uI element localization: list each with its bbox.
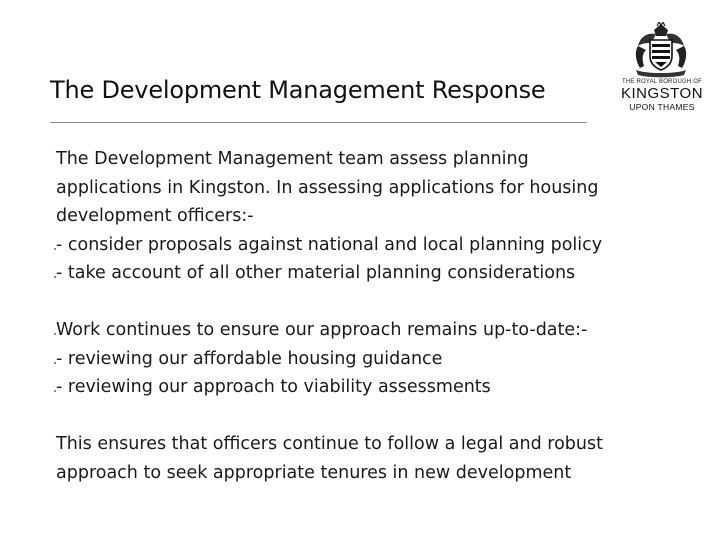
paragraph [56,145,696,288]
bullet-item [56,373,696,402]
bullet-item [56,259,696,288]
bullet-dot-icon [54,362,56,364]
bullet-item [56,345,696,374]
bullet-dot-icon [54,276,56,278]
bullet-item [56,231,696,260]
text-line [56,316,696,345]
text-line: This ensures that officers continue to follow a legal and robust [56,434,603,454]
paragraph [56,430,696,487]
logo-text-upon-thames: UPON THAMES [629,102,695,112]
text-line: The Development Management team assess planning [56,149,529,169]
slide-body [56,145,696,487]
bullet-text: - take account of all other material planning considerations [56,263,576,283]
title-underline [50,122,587,123]
bullet-text: - reviewing our affordable housing guidance [56,348,443,369]
coat-of-arms-icon [630,22,692,78]
paragraph [56,316,696,402]
text-line: development officers:- [56,206,254,226]
slide-title: The Development Management Response [50,76,546,104]
text-line-content: Work continues to ensure our approach remains up-to-date:- [56,320,588,340]
bullet-text: - reviewing our approach to viability assessments [56,377,491,397]
text-line: applications in Kingston. In assessing applications for housing [56,177,599,198]
bullet-dot-icon [54,248,56,250]
logo-text-borough: THE ROYAL BOROUGH OF [621,79,702,85]
paragraph-gap [56,402,696,431]
kingston-logo [604,22,718,122]
paragraph-gap [56,288,696,317]
bullet-dot-icon [54,333,56,335]
text-line: approach to seek appropriate tenures in new development [56,462,572,483]
bullet-text: - consider proposals against national and local planning policy [56,234,603,255]
logo-text-kingston: KINGSTON [620,85,704,102]
bullet-dot-icon [54,390,56,392]
